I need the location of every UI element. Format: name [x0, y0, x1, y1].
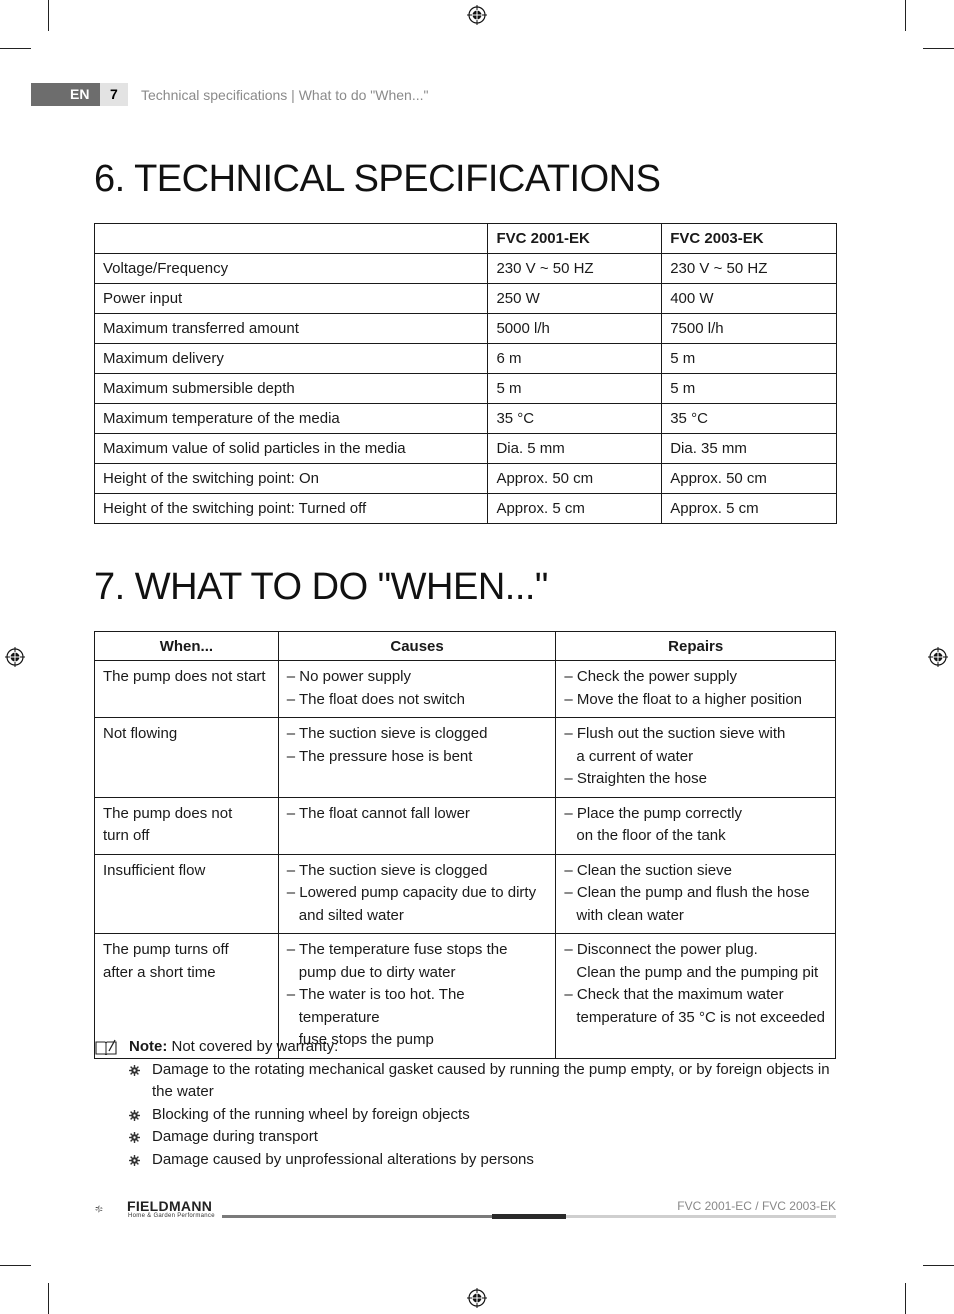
spec-row — [95, 254, 837, 284]
spec-value: 250 W — [488, 284, 662, 314]
fieldmann-logo-icon — [95, 1194, 127, 1224]
footer-rule — [222, 1215, 492, 1218]
trouble-col-header: Repairs — [556, 632, 836, 661]
spec-row — [95, 494, 837, 524]
crop-mark — [905, 1283, 906, 1314]
note-item-text: Damage caused by unprofessional alterations by persons — [152, 1150, 534, 1168]
trouble-section-title: 7. WHAT TO DO "WHEN..." — [94, 566, 548, 608]
spec-parameter: Maximum temperature of the media — [95, 404, 488, 434]
spec-table — [94, 223, 837, 524]
trouble-repairs — [556, 797, 836, 854]
note-list-item — [129, 1126, 840, 1149]
crop-mark — [905, 0, 906, 31]
cause-item: – The suction sieve is clogged — [286, 861, 488, 879]
spec-value: 230 V ~ 50 HZ — [488, 254, 662, 284]
spec-value: Dia. 5 mm — [488, 434, 662, 464]
trouble-when: The pump turns off after a short time — [95, 934, 279, 1059]
spec-value: Approx. 50 cm — [662, 464, 837, 494]
spec-section-title: 6. TECHNICAL SPECIFICATIONS — [94, 158, 661, 200]
footer-rule — [566, 1215, 836, 1218]
trouble-repairs — [556, 718, 836, 798]
spec-col-header: FVC 2003-EK — [662, 224, 837, 254]
page-number: 7 — [110, 86, 118, 102]
spec-value: 7500 l/h — [662, 314, 837, 344]
cause-item: – No power supply — [286, 668, 411, 685]
trouble-col-header: Causes — [278, 632, 556, 661]
trouble-when: Insufficient flow — [95, 854, 279, 934]
spec-col-header — [95, 224, 488, 254]
trouble-row — [95, 661, 836, 718]
spec-row — [95, 464, 837, 494]
registration-mark-icon — [467, 1288, 487, 1308]
repair-item: – Check that the maximum water temperature of 35 °C is not exceeded — [564, 986, 826, 1026]
spec-value: 35 °C — [488, 404, 662, 434]
trouble-row — [95, 854, 836, 934]
spec-parameter: Height of the switching point: On — [95, 464, 488, 494]
spec-col-header: FVC 2001-EK — [488, 224, 662, 254]
note-label: Note: — [129, 1038, 168, 1055]
cause-item: – The water is too hot. The temperature fuse stops the pump — [286, 986, 465, 1048]
note-list — [95, 1059, 840, 1172]
trouble-causes — [278, 718, 556, 798]
brand-subtitle: Home & Garden Performance — [128, 1213, 215, 1219]
trouble-when: Not flowing — [95, 718, 279, 798]
crop-mark — [0, 48, 31, 49]
repair-item: – Clean the suction sieve — [564, 861, 732, 879]
warranty-note — [95, 1036, 840, 1171]
spec-value: 6 m — [488, 344, 662, 374]
trouble-causes — [278, 854, 556, 934]
registration-mark-icon — [467, 5, 487, 25]
spec-parameter: Maximum transferred amount — [95, 314, 488, 344]
spec-parameter: Maximum delivery — [95, 344, 488, 374]
trouble-repairs — [556, 854, 836, 934]
cause-item: – The temperature fuse stops the pump due to dirty water — [286, 941, 508, 981]
bullet-gear-icon — [129, 1110, 140, 1121]
repair-item: – Straighten the hose — [564, 770, 707, 787]
trouble-repairs — [556, 661, 836, 718]
repair-item: – Clean the pump and flush the hose with clean water — [564, 884, 810, 924]
trouble-when: The pump does not turn off — [95, 797, 279, 854]
troubleshooting-table — [94, 631, 836, 1059]
cause-item: – The pressure hose is bent — [286, 747, 473, 765]
header-lang: EN — [70, 86, 90, 102]
spec-value: Approx. 5 cm — [662, 494, 837, 524]
spec-value: 5 m — [662, 374, 837, 404]
spec-value: 5 m — [488, 374, 662, 404]
spec-row — [95, 284, 837, 314]
note-text: Not covered by warranty: — [171, 1038, 339, 1055]
repair-item: – Disconnect the power plug. Clean the pump and the pumping pit — [564, 941, 819, 981]
cause-item: – The float does not switch — [286, 690, 465, 708]
crop-mark — [0, 1265, 31, 1266]
repair-item: – Place the pump correctly on the floor of the tank — [564, 804, 742, 844]
note-item-text: Blocking of the running wheel by foreign objects — [152, 1105, 470, 1123]
registration-mark-icon — [5, 647, 25, 667]
repair-item: – Move the float to a higher position — [564, 690, 803, 708]
spec-row — [95, 434, 837, 464]
crop-mark — [923, 48, 954, 49]
bullet-gear-icon — [129, 1132, 140, 1143]
spec-header-row — [95, 224, 837, 254]
footer-rule — [492, 1214, 566, 1219]
note-list-item — [129, 1104, 840, 1127]
spec-value: 35 °C — [662, 404, 837, 434]
trouble-causes — [278, 797, 556, 854]
note-list-item — [129, 1059, 840, 1104]
note-item-text: Damage to the rotating mechanical gasket caused by running the pump empty, or by foreign objects in the water — [152, 1060, 830, 1100]
crop-mark — [923, 1265, 954, 1266]
note-list-item — [129, 1149, 840, 1172]
spec-parameter: Voltage/Frequency — [95, 254, 488, 284]
note-item-text: Damage during transport — [152, 1128, 318, 1145]
trouble-col-header: When... — [95, 632, 279, 661]
repair-item: – Check the power supply — [564, 668, 737, 685]
header-title: Technical specifications | What to do "When..." — [141, 87, 429, 103]
bullet-gear-icon — [129, 1155, 140, 1166]
spec-value: Approx. 5 cm — [488, 494, 662, 524]
spec-value: 400 W — [662, 284, 837, 314]
spec-parameter: Power input — [95, 284, 488, 314]
spec-value: Dia. 35 mm — [662, 434, 837, 464]
registration-mark-icon — [928, 647, 948, 667]
spec-row — [95, 374, 837, 404]
spec-row — [95, 314, 837, 344]
spec-row — [95, 404, 837, 434]
footer-model: FVC 2001-EC / FVC 2003-EK — [677, 1199, 836, 1213]
note-book-icon — [95, 1039, 117, 1055]
cause-item: – The suction sieve is clogged — [286, 725, 488, 742]
brand-name: FIELDMANN — [127, 1198, 213, 1214]
spec-row — [95, 344, 837, 374]
trouble-when: The pump does not start — [95, 661, 279, 718]
spec-value: 230 V ~ 50 HZ — [662, 254, 837, 284]
spec-value: Approx. 50 cm — [488, 464, 662, 494]
spec-value: 5000 l/h — [488, 314, 662, 344]
spec-parameter: Maximum value of solid particles in the media — [95, 434, 488, 464]
bullet-gear-icon — [129, 1065, 140, 1076]
trouble-header-row — [95, 632, 836, 661]
spec-parameter: Height of the switching point: Turned off — [95, 494, 488, 524]
cause-item: – The float cannot fall lower — [286, 804, 470, 822]
crop-mark — [48, 1283, 49, 1314]
trouble-row — [95, 797, 836, 854]
repair-item: – Flush out the suction sieve with a current of water — [564, 725, 786, 765]
crop-mark — [48, 0, 49, 31]
spec-value: 5 m — [662, 344, 837, 374]
spec-parameter: Maximum submersible depth — [95, 374, 488, 404]
cause-item: – Lowered pump capacity due to dirty and silted water — [286, 884, 537, 924]
trouble-row — [95, 718, 836, 798]
trouble-causes — [278, 661, 556, 718]
